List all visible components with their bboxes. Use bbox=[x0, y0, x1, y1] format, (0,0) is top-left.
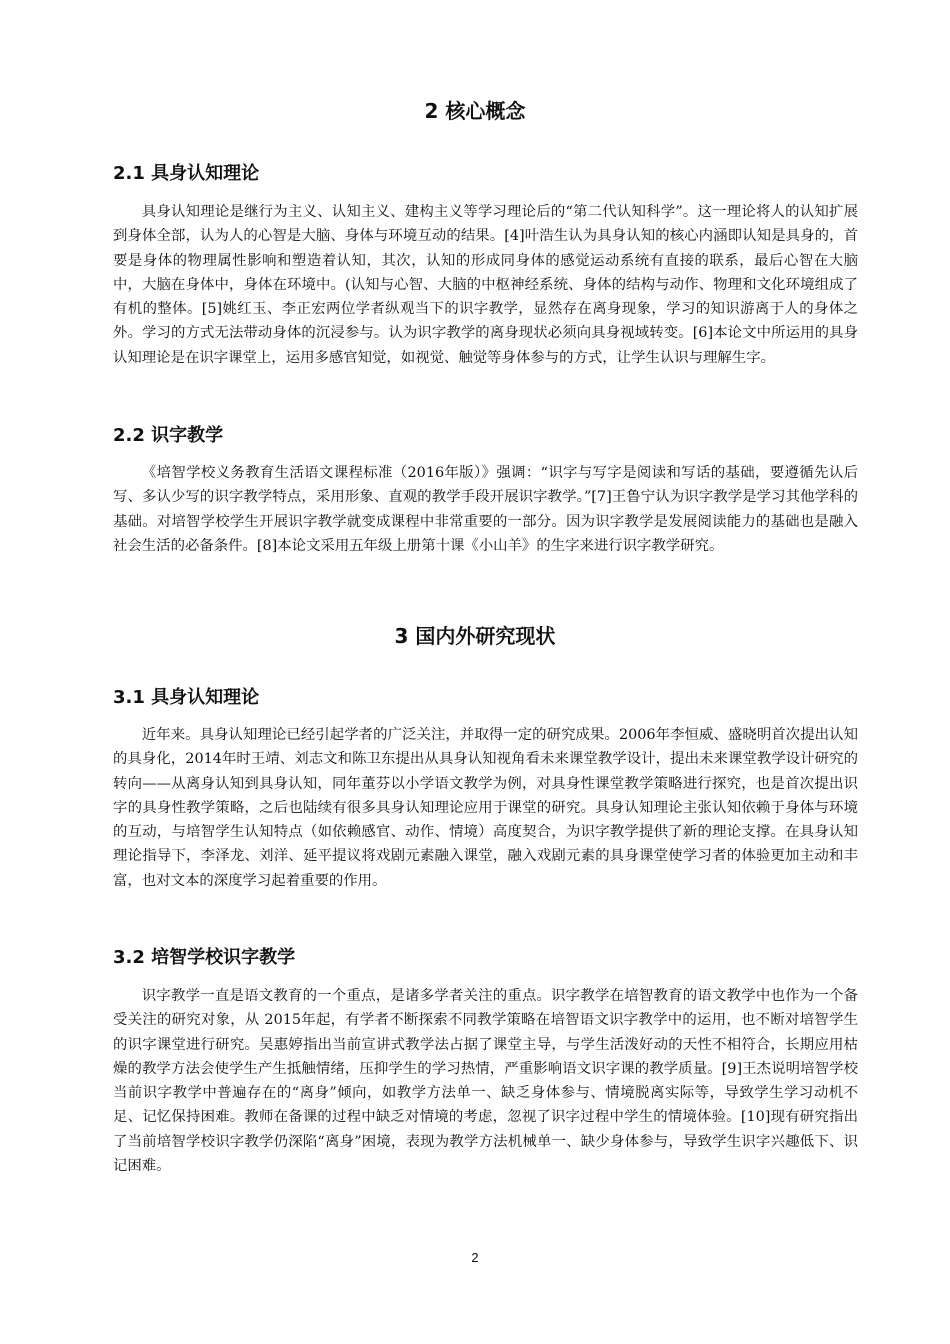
section-2-1-title: 2.1 具身认知理论 bbox=[113, 163, 260, 184]
section-3-2-title: 3.2 培智学校识字教学 bbox=[113, 947, 296, 968]
section-2-2-text: 《培智学校义务教育生活语文课程标准（2016年版）》强调：“识字与写字是阅读和写话的基础，要遵循先认后写、多认少写的识字教学特点，采用形象、直观的教学手段开展识字教学。”[7]王鲁宁认为识字教学是学习其他学科的基础。对培智学校学生开展识字教学就变成课程中非常重要的一部分。因为识字教学是发展阅读能力的基础也是融入社会生活的必备条件。[8]本论文采用五年级上册第十课《小山羊》的生字来进行识字教学研究。 bbox=[113, 465, 858, 554]
section-2-1-text: 具身认知理论是继行为主义、认知主义、建构主义等学习理论后的“第二代认知科学”。这一理论将人的认知扩展到身体全部，认为人的心智是大脑、身体与环境互动的结果。[4]叶浩生认为具身认知的核心内涵即认知是具身的，首要是身体的物理属性影响和塑造着认知，其次，认知的形成同身体的感觉运动系统有直接的联系，最后心智在大脑中，大脑在身体中，身体在环境中。(认知与心智、大脑的中枢神经系统、身体的结构与动作、物理和文化环境组成了有机的整体。[5]姚红玉、李正宏两位学者纵观当下的识字教学，显然存在离身现象，学习的知识游离于人的身体之外。学习的方式无法带动身体的沉浸参与。认为识字教学的离身现状必须向具身视域转变。[6]本论文中所运用的具身认知理论是在识字课堂上，运用多感官知觉，如视觉、触觉等身体参与的方式，让学生认识与理解生字。 bbox=[113, 204, 858, 366]
section-3-title: 3 国内外研究现状 bbox=[394, 624, 556, 648]
section-3-2-text: 识字教学一直是语文教育的一个重点，是诸多学者关注的重点。识字教学在培智教育的语文教学中也作为一个备受关注的研究对象，从 2015年起，有学者不断探索不同教学策略在培智语文识字教学中的运用，也不断对培智学生的识字课堂进行研究。吴惠婷指出当前宣讲式教学法占据了课堂主导，与学生活泼好动的天性不相符合，长期应用枯燥的教学方法会使学生产生抵触情绪，压抑学生的学习热情，严重影响语文识字课的教学质量。[9]王杰说明培智学校当前识字教学中普遍存在的“离身”倾向，如教学方法单一、缺乏身体参与、情境脱离实际等，导致学生学习动机不足、记忆保持困难。教师在备课的过程中缺乏对情境的考虑，忽视了识字过程中学生的情境体验。[10]现有研究指出了当前培智学校识字教学仍深陷“离身”困境，表现为教学方法机械单一、缺少身体参与，导致学生识字兴趣低下、识记困难。 bbox=[113, 988, 858, 1175]
section-2-1-paragraph bbox=[113, 200, 858, 370]
section-3-1-title: 3.1 具身认知理论 bbox=[113, 687, 260, 708]
section-2-2-title: 2.2 识字教学 bbox=[113, 425, 224, 446]
page-number: 2 bbox=[471, 1250, 479, 1265]
section-3-1-text: 近年来。具身认知理论已经引起学者的广泛关注，并取得一定的研究成果。2006年李恒威、盛晓明首次提出认知的具身化，2014年时王靖、刘志文和陈卫东提出从具身认知视角看未来课堂教学设计，提出未来课堂教学设计研究的转向——从离身认知到具身认知，同年董芬以小学语文教学为例，对具身性课堂教学策略进行探究，也是首次提出识字的具身性教学策略，之后也陆续有很多具身认知理论应用于课堂的研究。具身认知理论主张认知依赖于身体与环境的互动，与培智学生认知特点（如依赖感官、动作、情境）高度契合，为识字教学提供了新的理论支撑。在具身认知理论指导下，李泽龙、刘洋、延平提议将戏剧元素融入课堂，融入戏剧元素的具身课堂使学习者的体验更加主动和丰富，也对文本的深度学习起着重要的作用。 bbox=[113, 727, 858, 889]
section-3-1-paragraph bbox=[113, 723, 858, 893]
section-3-2-paragraph bbox=[113, 984, 858, 1178]
section-2-2-paragraph bbox=[113, 461, 858, 558]
section-2-title: 2 核心概念 bbox=[424, 99, 526, 123]
